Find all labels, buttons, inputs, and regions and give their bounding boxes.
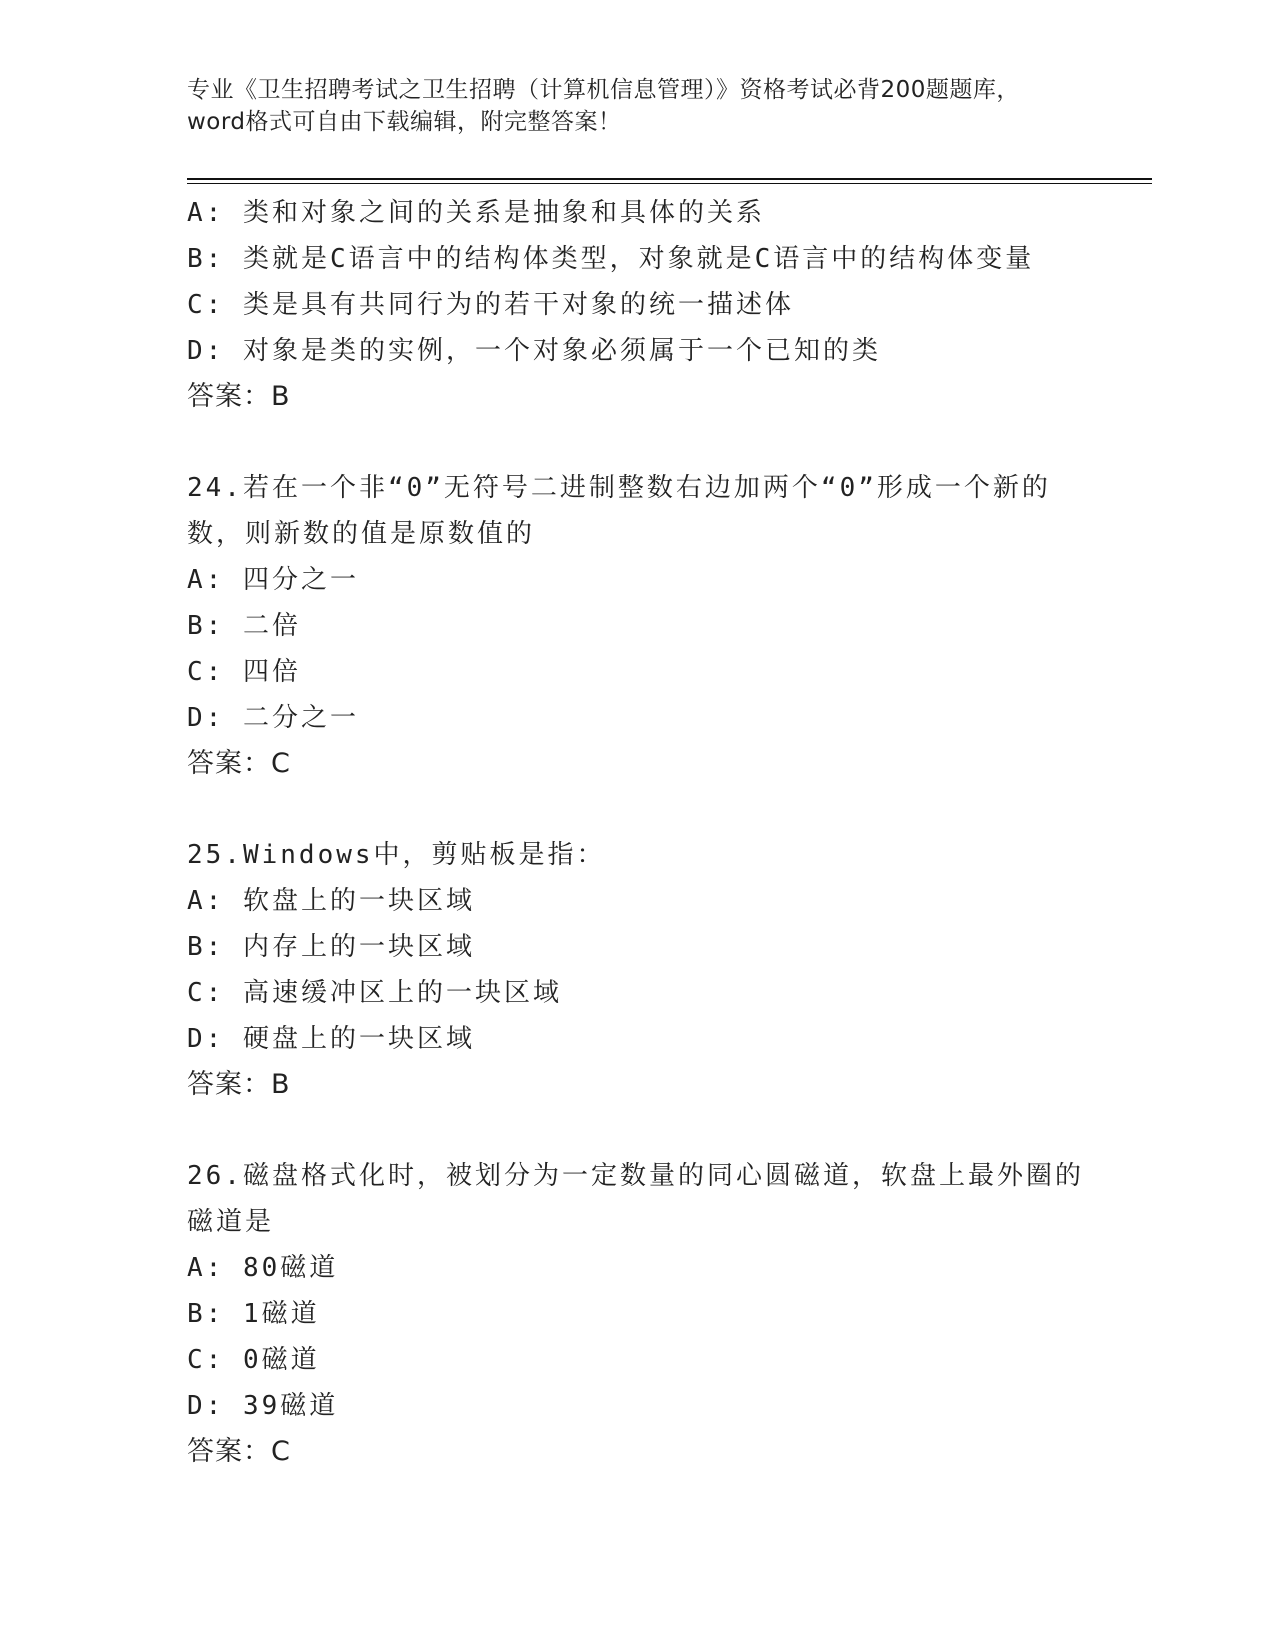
question-26 xyxy=(187,1153,1117,1475)
header-line-1: 专业《卫生招聘考试之卫生招聘（计算机信息管理）》资格考试必背200题题库， xyxy=(187,77,1020,103)
document-header xyxy=(187,74,1087,138)
option-c: C: 四倍 xyxy=(187,657,301,687)
question-24 xyxy=(187,465,1117,787)
option-c: C: 类是具有共同行为的若干对象的统一描述体 xyxy=(187,290,794,320)
answer: 答案：B xyxy=(187,1069,291,1100)
option-a: A: 四分之一 xyxy=(187,565,359,595)
answer: 答案：C xyxy=(187,748,291,779)
question-stem-continued: 数，则新数的值是原数值的 xyxy=(187,519,536,549)
header-line-2: word格式可自由下载编辑，附完整答案！ xyxy=(187,109,622,135)
option-b: B: 二倍 xyxy=(187,611,301,641)
header-divider-thin xyxy=(187,183,1152,184)
option-b: B: 1磁道 xyxy=(187,1299,320,1329)
question-stem: 25.Windows中，剪贴板是指： xyxy=(187,840,606,870)
question-25 xyxy=(187,832,1117,1108)
question-stem-continued: 磁道是 xyxy=(187,1207,275,1237)
option-c: C: 0磁道 xyxy=(187,1345,320,1375)
answer: 答案：B xyxy=(187,381,291,412)
question-23 xyxy=(187,190,1117,420)
option-d: D: 39磁道 xyxy=(187,1391,339,1421)
option-b: B: 类就是C语言中的结构体类型，对象就是C语言中的结构体变量 xyxy=(187,244,1035,274)
option-d: D: 对象是类的实例，一个对象必须属于一个已知的类 xyxy=(187,336,881,366)
question-list xyxy=(187,190,1117,1475)
option-a: A: 软盘上的一块区域 xyxy=(187,886,475,916)
option-a: A: 80磁道 xyxy=(187,1253,339,1283)
option-d: D: 硬盘上的一块区域 xyxy=(187,1024,475,1054)
question-stem: 24.若在一个非“0”无符号二进制整数右边加两个“0”形成一个新的 xyxy=(187,473,1051,503)
question-stem: 26.磁盘格式化时，被划分为一定数量的同心圆磁道，软盘上最外圈的 xyxy=(187,1161,1084,1191)
option-b: B: 内存上的一块区域 xyxy=(187,932,475,962)
option-c: C: 高速缓冲区上的一块区域 xyxy=(187,978,562,1008)
header-divider-thick xyxy=(187,178,1152,180)
option-a: A: 类和对象之间的关系是抽象和具体的关系 xyxy=(187,198,765,228)
answer: 答案：C xyxy=(187,1436,291,1467)
option-d: D: 二分之一 xyxy=(187,703,359,733)
